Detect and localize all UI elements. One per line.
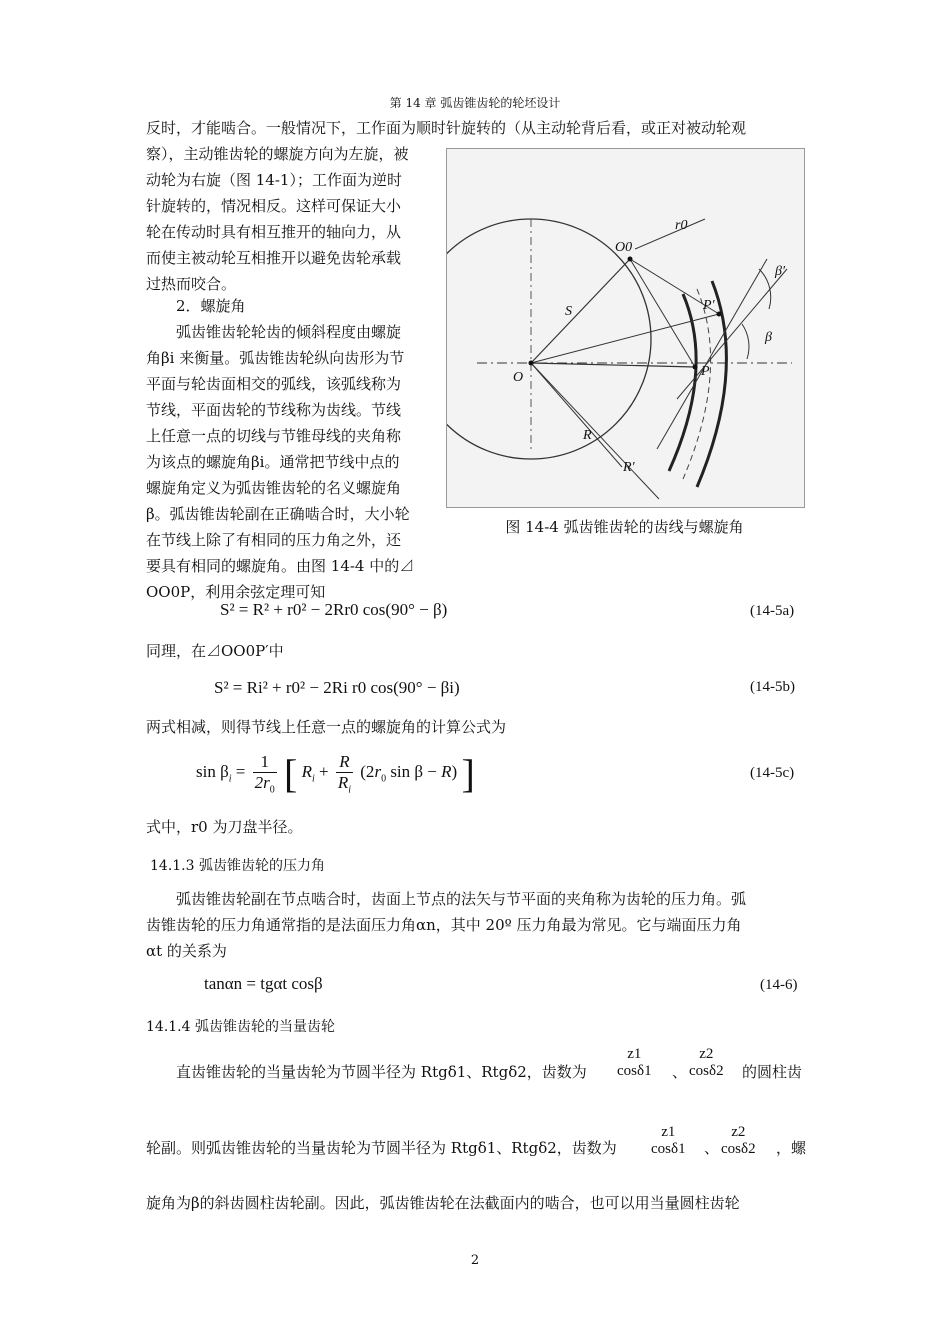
- label-beta-prime: β′: [775, 264, 786, 279]
- intro-wrapped-6: 过热而咬合。: [146, 275, 237, 293]
- section-title-14-1-4: 14.1.4 弧齿锥齿轮的当量齿轮: [146, 1019, 335, 1035]
- intro-wrapped-5: 而使主被动轮互相推开以避免齿轮承载: [146, 249, 402, 267]
- point-P-prime: [717, 312, 722, 317]
- arc-beta: [742, 324, 749, 359]
- fraction-z1-cos-delta1: [612, 1046, 657, 1080]
- helix-line-8: β。弧齿锥齿轮副在正确啮合时，大小轮: [146, 505, 410, 523]
- line-S: [531, 259, 630, 363]
- point-O0: [628, 257, 633, 262]
- frac4-denominator: cosδ2: [721, 1141, 756, 1157]
- helix-line-7: 螺旋角定义为弧齿锥齿轮的名义螺旋角: [146, 479, 402, 497]
- equation-14-5a: S² = R² + r0² − 2Rr0 cos(90° − β): [220, 600, 448, 619]
- sec4-line-1a: 直齿锥齿轮的当量齿轮为节圆半径为 Rtgδ1、Rtgδ2，齿数为: [176, 1063, 587, 1081]
- frac1-numerator: z1: [627, 1046, 642, 1062]
- equation-14-5b: S² = Ri² + r0² − 2Ri r0 cos(90° − βi): [214, 678, 460, 697]
- label-O: O: [513, 370, 524, 385]
- sec4-line-2b: ，螺: [776, 1139, 807, 1157]
- label-P-prime: P′: [703, 298, 715, 313]
- tangent-line-1: [657, 259, 767, 449]
- sec4-line-3: 旋角为β的斜齿圆柱齿轮副。因此，弧齿锥齿轮在法截面内的啮合，也可以用当量圆柱齿轮: [146, 1194, 740, 1212]
- line-r0: [635, 219, 705, 249]
- sec3-line-3: αt 的关系为: [146, 942, 227, 960]
- helix-line-2: 角βi 来衡量。弧齿锥齿轮纵向齿形为节: [146, 349, 405, 367]
- label-R-prime: R′: [623, 460, 635, 475]
- label-O0: O0: [615, 240, 633, 255]
- gear-geometry-diagram: [447, 149, 804, 507]
- helix-line-1: 弧齿锥齿轮轮齿的倾斜程度由螺旋: [176, 323, 402, 341]
- line-R: [531, 363, 659, 499]
- page-number: 2: [470, 1253, 480, 1268]
- helix-line-10: 要具有相同的螺旋角。由图 14-4 中的⊿: [146, 557, 415, 575]
- frac-separator-1: 、: [672, 1063, 688, 1081]
- helix-line-4: 节线，平面齿轮的节线称为齿线。节线: [146, 401, 402, 419]
- intro-wrapped-2: 动轮为右旋（图 14-1）；工作面为逆时: [146, 171, 402, 189]
- page-header: 第 14 章 弧齿锥齿轮的轮坯设计: [389, 96, 561, 110]
- equation-14-5c: $\sin \beta_i$ = $\frac{1}{2r_0}$ [ $R_i$ + $\frac{R}{R_i}$ ($2r_0$ sin β − R) ]: [196, 751, 475, 796]
- intro-wrapped-1: 察），主动锥齿轮的螺旋方向为左旋，被: [146, 145, 409, 163]
- line-O-P: [531, 363, 695, 367]
- helix-line-3: 平面与轮齿面相交的弧线，该弧线称为: [146, 375, 402, 393]
- fraction-z2-cos-delta2: [684, 1046, 729, 1080]
- fraction2-z1-cos-delta1: [646, 1124, 691, 1158]
- sec4-line-2a: 轮副。则弧齿锥齿轮的当量齿轮为节圆半径为 Rtgδ1、Rtgδ2，齿数为: [146, 1139, 617, 1157]
- intro-wrapped-4: 轮在传动时具有相互推开的轴向力，从: [146, 223, 402, 241]
- text-similarly: 同理，在⊿OO0P′中: [146, 642, 284, 660]
- label-R: R: [583, 428, 592, 443]
- line-R-prime: [531, 363, 622, 467]
- equation-number-14-5c: (14-5c): [750, 765, 795, 781]
- equation-number-14-5b: (14-5b): [750, 679, 795, 695]
- line-O-P-prime: [531, 314, 719, 363]
- helix-line-6: 为该点的螺旋角βi。通常把节线中点的: [146, 453, 400, 471]
- sec4-line-1b: 的圆柱齿: [742, 1063, 803, 1081]
- figure-caption: 图 14-4 弧齿锥齿轮的齿线与螺旋角: [505, 518, 744, 536]
- frac3-numerator: z1: [661, 1124, 676, 1140]
- frac4-numerator: z2: [731, 1124, 746, 1140]
- text-r0-definition: 式中，r0 为刀盘半径。: [146, 818, 303, 836]
- label-beta: β: [765, 330, 772, 345]
- pitch-circle: [447, 219, 651, 459]
- line-O0-P: [630, 259, 695, 367]
- equation-number-14-6: (14-6): [760, 977, 798, 993]
- equation-number-14-5a: (14-5a): [750, 603, 795, 619]
- fraction2-z2-cos-delta2: [716, 1124, 761, 1158]
- figure-helix-angle-diagram: [446, 148, 805, 508]
- frac3-denominator: cosδ1: [651, 1141, 686, 1157]
- helix-line-5: 上任意一点的切线与节锥母线的夹角称: [146, 427, 402, 445]
- equation-14-6: tanαn = tgαt cosβ: [204, 974, 323, 993]
- text-subtract: 两式相减，则得节线上任意一点的螺旋角的计算公式为: [146, 718, 507, 736]
- point-P: [693, 365, 698, 370]
- helix-heading: 2．螺旋角: [176, 297, 246, 315]
- label-P: P: [701, 364, 710, 379]
- frac1-denominator: cosδ1: [617, 1063, 652, 1079]
- label-r0: r0: [675, 218, 688, 233]
- label-S: S: [565, 304, 572, 319]
- point-O: [529, 361, 534, 366]
- helix-line-11: OO0P，利用余弦定理可知: [146, 583, 326, 601]
- frac-separator-2: 、: [704, 1139, 720, 1157]
- section-title-14-1-3: 14.1.3 弧齿锥齿轮的压力角: [150, 858, 325, 874]
- frac2-denominator: cosδ2: [689, 1063, 724, 1079]
- intro-wrapped-3: 针旋转的，情况相反。这样可保证大小: [146, 197, 402, 215]
- arc-beta-prime: [759, 269, 771, 309]
- intro-line-1: 反时，才能啮合。一般情况下，工作面为顺时针旋转的（从主动轮背后看，或正对被动轮观: [146, 119, 747, 137]
- frac2-numerator: z2: [699, 1046, 714, 1062]
- helix-line-9: 在节线上除了有相同的压力角之外，还: [146, 531, 402, 549]
- sec3-line-1: 弧齿锥齿轮副在节点啮合时，齿面上节点的法矢与节平面的夹角称为齿轮的压力角。弧: [176, 890, 747, 908]
- sec3-line-2: 齿锥齿轮的压力角通常指的是法面压力角αn，其中 20º 压力角最为常见。它与端面压力角: [146, 916, 742, 934]
